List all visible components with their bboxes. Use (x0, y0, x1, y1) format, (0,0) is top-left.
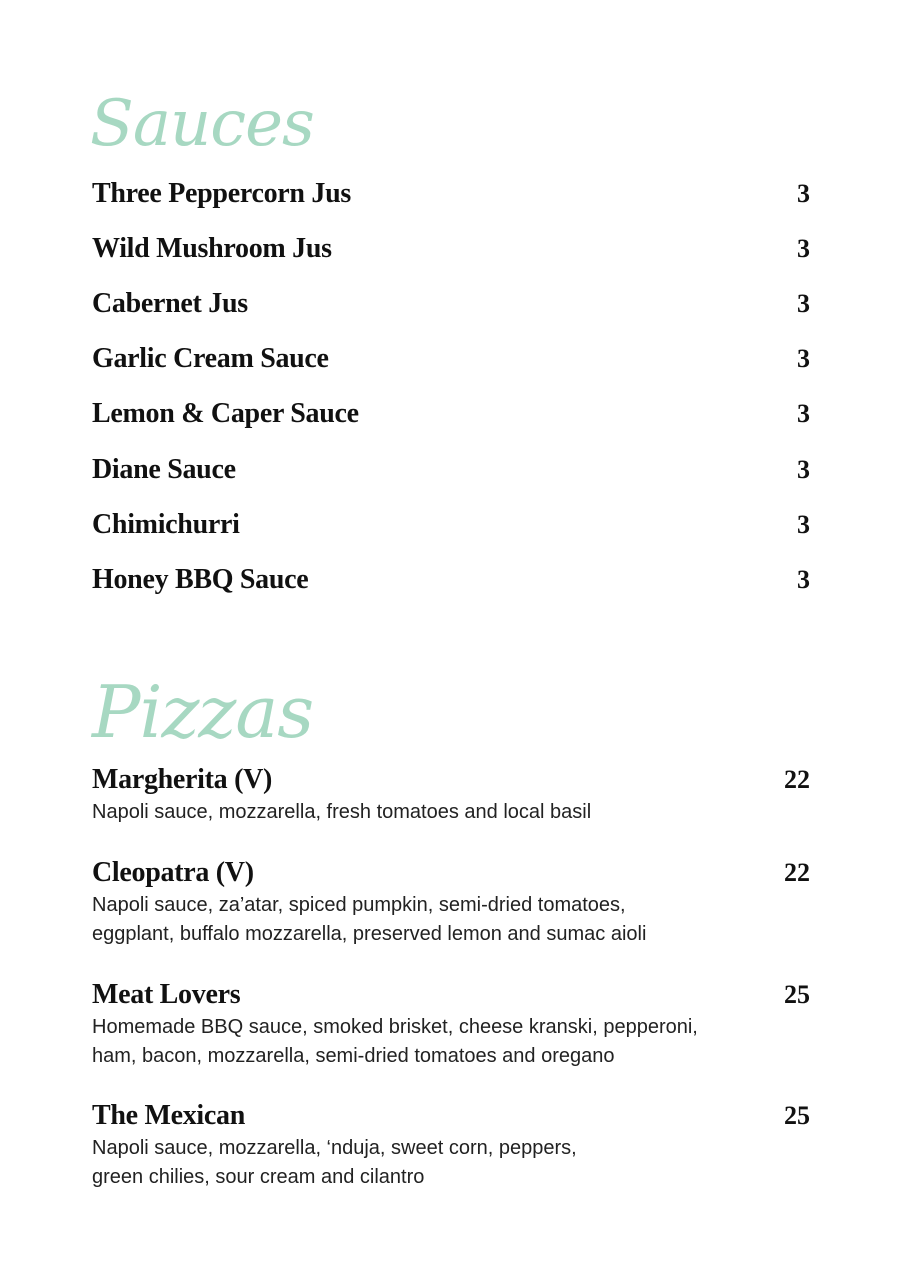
pizza-item (92, 979, 810, 1071)
pizza-price: 25 (784, 1101, 810, 1130)
sauce-price: 3 (797, 179, 810, 208)
sauce-item (92, 233, 810, 265)
sauce-name: Diane Sauce (92, 454, 236, 485)
pizza-description: Napoli sauce, mozzarella, ‘nduja, sweet corn, peppers, green chilies, sour cream and cilantro (92, 1137, 577, 1188)
sauce-price: 3 (797, 565, 810, 594)
pizza-name: The Mexican (92, 1100, 246, 1131)
sauce-item (92, 343, 810, 375)
pizza-name: Meat Lovers (92, 979, 241, 1010)
pizza-price: 22 (784, 765, 810, 794)
sauce-item (92, 178, 810, 210)
pizza-description: Homemade BBQ sauce, smoked brisket, cheese kranski, pepperoni, ham, bacon, mozzarella, semi-dried tomatoes and oregano (92, 1016, 698, 1067)
pizza-description: Napoli sauce, mozzarella, fresh tomatoes and local basil (92, 801, 592, 823)
pizza-item (92, 1100, 810, 1192)
sauce-name: Wild Mushroom Jus (92, 233, 332, 264)
sauce-price: 3 (797, 289, 810, 318)
pizza-item (92, 764, 810, 827)
pizza-price: 22 (784, 858, 810, 887)
pizza-name: Cleopatra (V) (92, 857, 254, 888)
sauce-price: 3 (797, 455, 810, 484)
pizzas-heading: Pizzas (92, 670, 314, 754)
sauce-price: 3 (797, 399, 810, 428)
sauce-name: Honey BBQ Sauce (92, 564, 309, 595)
pizza-item (92, 857, 810, 949)
pizza-price: 25 (784, 980, 810, 1009)
sauce-name: Three Peppercorn Jus (92, 178, 351, 209)
sauce-item (92, 564, 810, 596)
sauce-price: 3 (797, 510, 810, 539)
sauce-name: Chimichurri (92, 509, 240, 540)
pizza-description: Napoli sauce, za’atar, spiced pumpkin, semi-dried tomatoes, eggplant, buffalo mozzarella, preserved lemon and sumac aioli (92, 894, 647, 945)
sauces-heading: Sauces (90, 87, 314, 161)
sauce-price: 3 (797, 234, 810, 263)
sauce-name: Cabernet Jus (92, 288, 248, 319)
sauce-item (92, 454, 810, 486)
sauce-item (92, 398, 810, 430)
pizza-name: Margherita (V) (92, 764, 273, 795)
sauce-item (92, 288, 810, 320)
sauce-item (92, 509, 810, 541)
sauce-name: Garlic Cream Sauce (92, 343, 329, 374)
sauce-price: 3 (797, 344, 810, 373)
sauce-name: Lemon & Caper Sauce (92, 398, 359, 429)
